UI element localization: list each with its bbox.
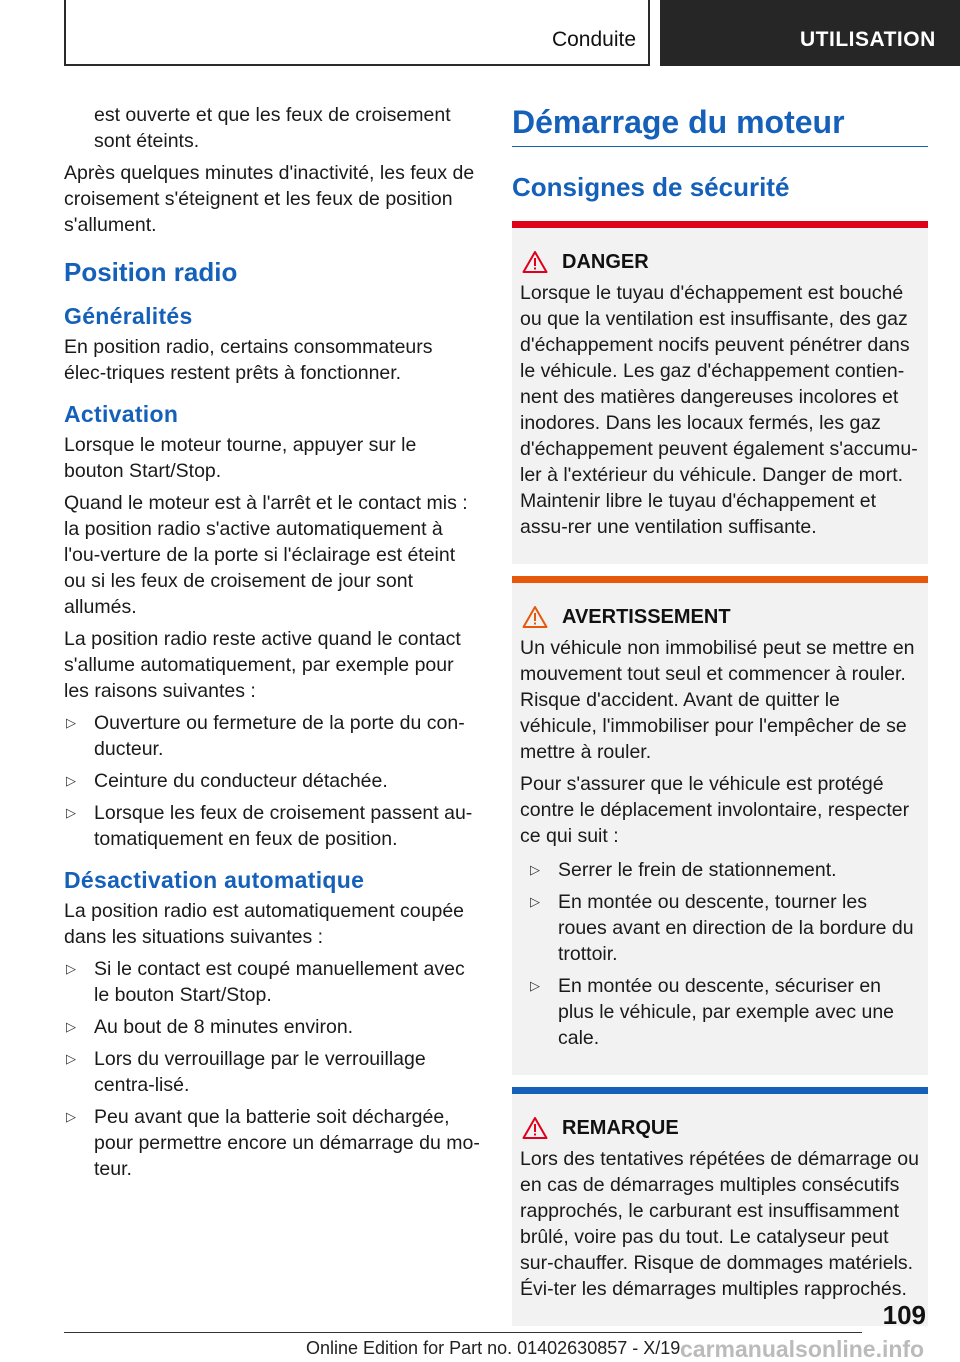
list-item: ▷ Ceinture du conducteur détachée.	[66, 770, 388, 792]
desactivation-list	[64, 956, 480, 1182]
triangle-right-icon: ▷	[530, 862, 540, 877]
list-item: ▷ Lors du verrouillage par le verrouillage centra‐lisé.	[66, 1048, 426, 1096]
warning-text-1: Un véhicule non immobilisé peut se mettre en mouvement tout seul et commencer à rouler. Risque d'accident. Avant de quitter le véhicule, l'immobiliser pour l'empêcher de se mettre à rouler.	[520, 637, 915, 763]
heading-consignes-securite: Consignes de sécurité	[512, 172, 790, 202]
paragraph-desactivation: La position radio est automatiquement coupée dans les situations suivantes :	[64, 900, 465, 948]
warning-triangle-icon	[522, 1116, 548, 1140]
triangle-right-icon: ▷	[530, 894, 540, 909]
warning-triangle-icon	[522, 250, 548, 274]
warning-box	[512, 576, 928, 1075]
list-item: ▷ Peu avant que la batterie soit déchargée, pour permettre encore un démarrage du mo‐teur.	[66, 1106, 480, 1180]
triangle-right-icon: ▷	[530, 978, 540, 993]
triangle-right-icon: ▷	[66, 1051, 76, 1066]
notice-box	[512, 1087, 928, 1326]
list-item: ▷ Ouverture ou fermeture de la porte du con‐ducteur.	[66, 712, 465, 760]
warning-text-2: Pour s'assurer que le véhicule est protégé contre le déplacement involontaire, respecter ce qui suit :	[520, 773, 910, 847]
paragraph-continued: est ouverte et que les feux de croisement sont éteints.	[94, 104, 451, 152]
warning-list	[528, 857, 920, 1051]
paragraph-activation-2: Quand le moteur est à l'arrêt et le contact mis : la position radio s'active automatiquement à l'ou‐verture de la porte si l'éclairage est éteint ou si les feux de croisement de jour sont allumés.	[64, 492, 468, 618]
notice-text: Lors des tentatives répétées de démarrage ou en cas de démarrages multiples consécutifs rapprochés, le carburant est insuffisamment brûlé, voire pas du tout. Le catalyseur peut sur‐chauffer. Risque de dommages matériels. Évi‐ter les démarrages multiples rapprochés.	[520, 1148, 919, 1300]
footer-divider	[64, 1332, 862, 1333]
page-number: 109	[882, 1300, 926, 1330]
paragraph-generalites: En position radio, certains consommateurs élec‐triques restent prêts à fonctionner.	[64, 336, 433, 384]
list-item: ▷ En montée ou descente, tourner les roues avant en direction de la bordure du trottoir.	[530, 891, 914, 965]
list-item: ▷ Serrer le frein de stationnement.	[530, 859, 837, 881]
danger-header	[520, 250, 920, 274]
list-item: ▷ En montée ou descente, sécuriser en plus le véhicule, par exemple avec une cale.	[530, 975, 895, 1049]
danger-title: DANGER	[562, 251, 649, 273]
paragraph-activation-1: Lorsque le moteur tourne, appuyer sur le bouton Start/Stop.	[64, 434, 417, 482]
list-item: ▷ Lorsque les feux de croisement passent au‐tomatiquement en feux de position.	[66, 802, 473, 850]
header-chapter-tab	[660, 0, 960, 66]
paragraph-activation-3: La position radio reste active quand le contact s'allume automatiquement, par exemple pour les raisons suivantes :	[64, 628, 461, 702]
paragraph-inactivity: Après quelques minutes d'inactivité, les feux de croisement s'éteignent et les feux de position s'allument.	[64, 162, 475, 236]
heading-desactivation: Désactivation automatique	[64, 867, 365, 893]
triangle-right-icon: ▷	[66, 1019, 76, 1034]
page-header	[0, 0, 960, 66]
left-column	[64, 102, 480, 1192]
warning-triangle-icon	[522, 605, 548, 629]
header-chapter-label: UTILISATION	[800, 28, 936, 51]
activation-list	[64, 710, 480, 852]
heading-demarrage-moteur: Démarrage du moteur	[512, 102, 928, 147]
heading-position-radio: Position radio	[64, 257, 238, 287]
triangle-right-icon: ▷	[66, 961, 76, 976]
warning-header	[520, 605, 920, 629]
footer-edition: Online Edition for Part no. 01402630857 - X/19	[306, 1338, 681, 1358]
right-column	[512, 102, 928, 1338]
list-item: ▷ Si le contact est coupé manuellement avec le bouton Start/Stop.	[66, 958, 465, 1006]
triangle-right-icon: ▷	[66, 715, 76, 730]
heading-activation: Activation	[64, 401, 179, 427]
danger-text: Lorsque le tuyau d'échappement est bouché ou que la ventilation est insuffisante, des gaz d'échappement nocifs peuvent pénétrer dans le véhicule. Les gaz d'échappement contien‐nent des matières dangereuses incolores et inodores. Dans les locaux fermés, les gaz d'échappement peuvent également s'accumu‐ler à l'extérieur du véhicule. Danger de mort. Maintenir libre le tuyau d'échappement et assu‐rer une ventilation suffisante.	[520, 282, 918, 538]
list-item: ▷ Au bout de 8 minutes environ.	[66, 1016, 354, 1038]
notice-header	[520, 1116, 920, 1140]
notice-title: REMARQUE	[562, 1117, 679, 1139]
footer-watermark: carmanualsonline.info	[680, 1336, 925, 1362]
heading-generalites: Généralités	[64, 303, 193, 329]
triangle-right-icon: ▷	[66, 773, 76, 788]
triangle-right-icon: ▷	[66, 1109, 76, 1124]
danger-box	[512, 221, 928, 564]
header-section-title: Conduite	[551, 28, 636, 51]
triangle-right-icon: ▷	[66, 805, 76, 820]
warning-title: AVERTISSEMENT	[562, 606, 731, 628]
